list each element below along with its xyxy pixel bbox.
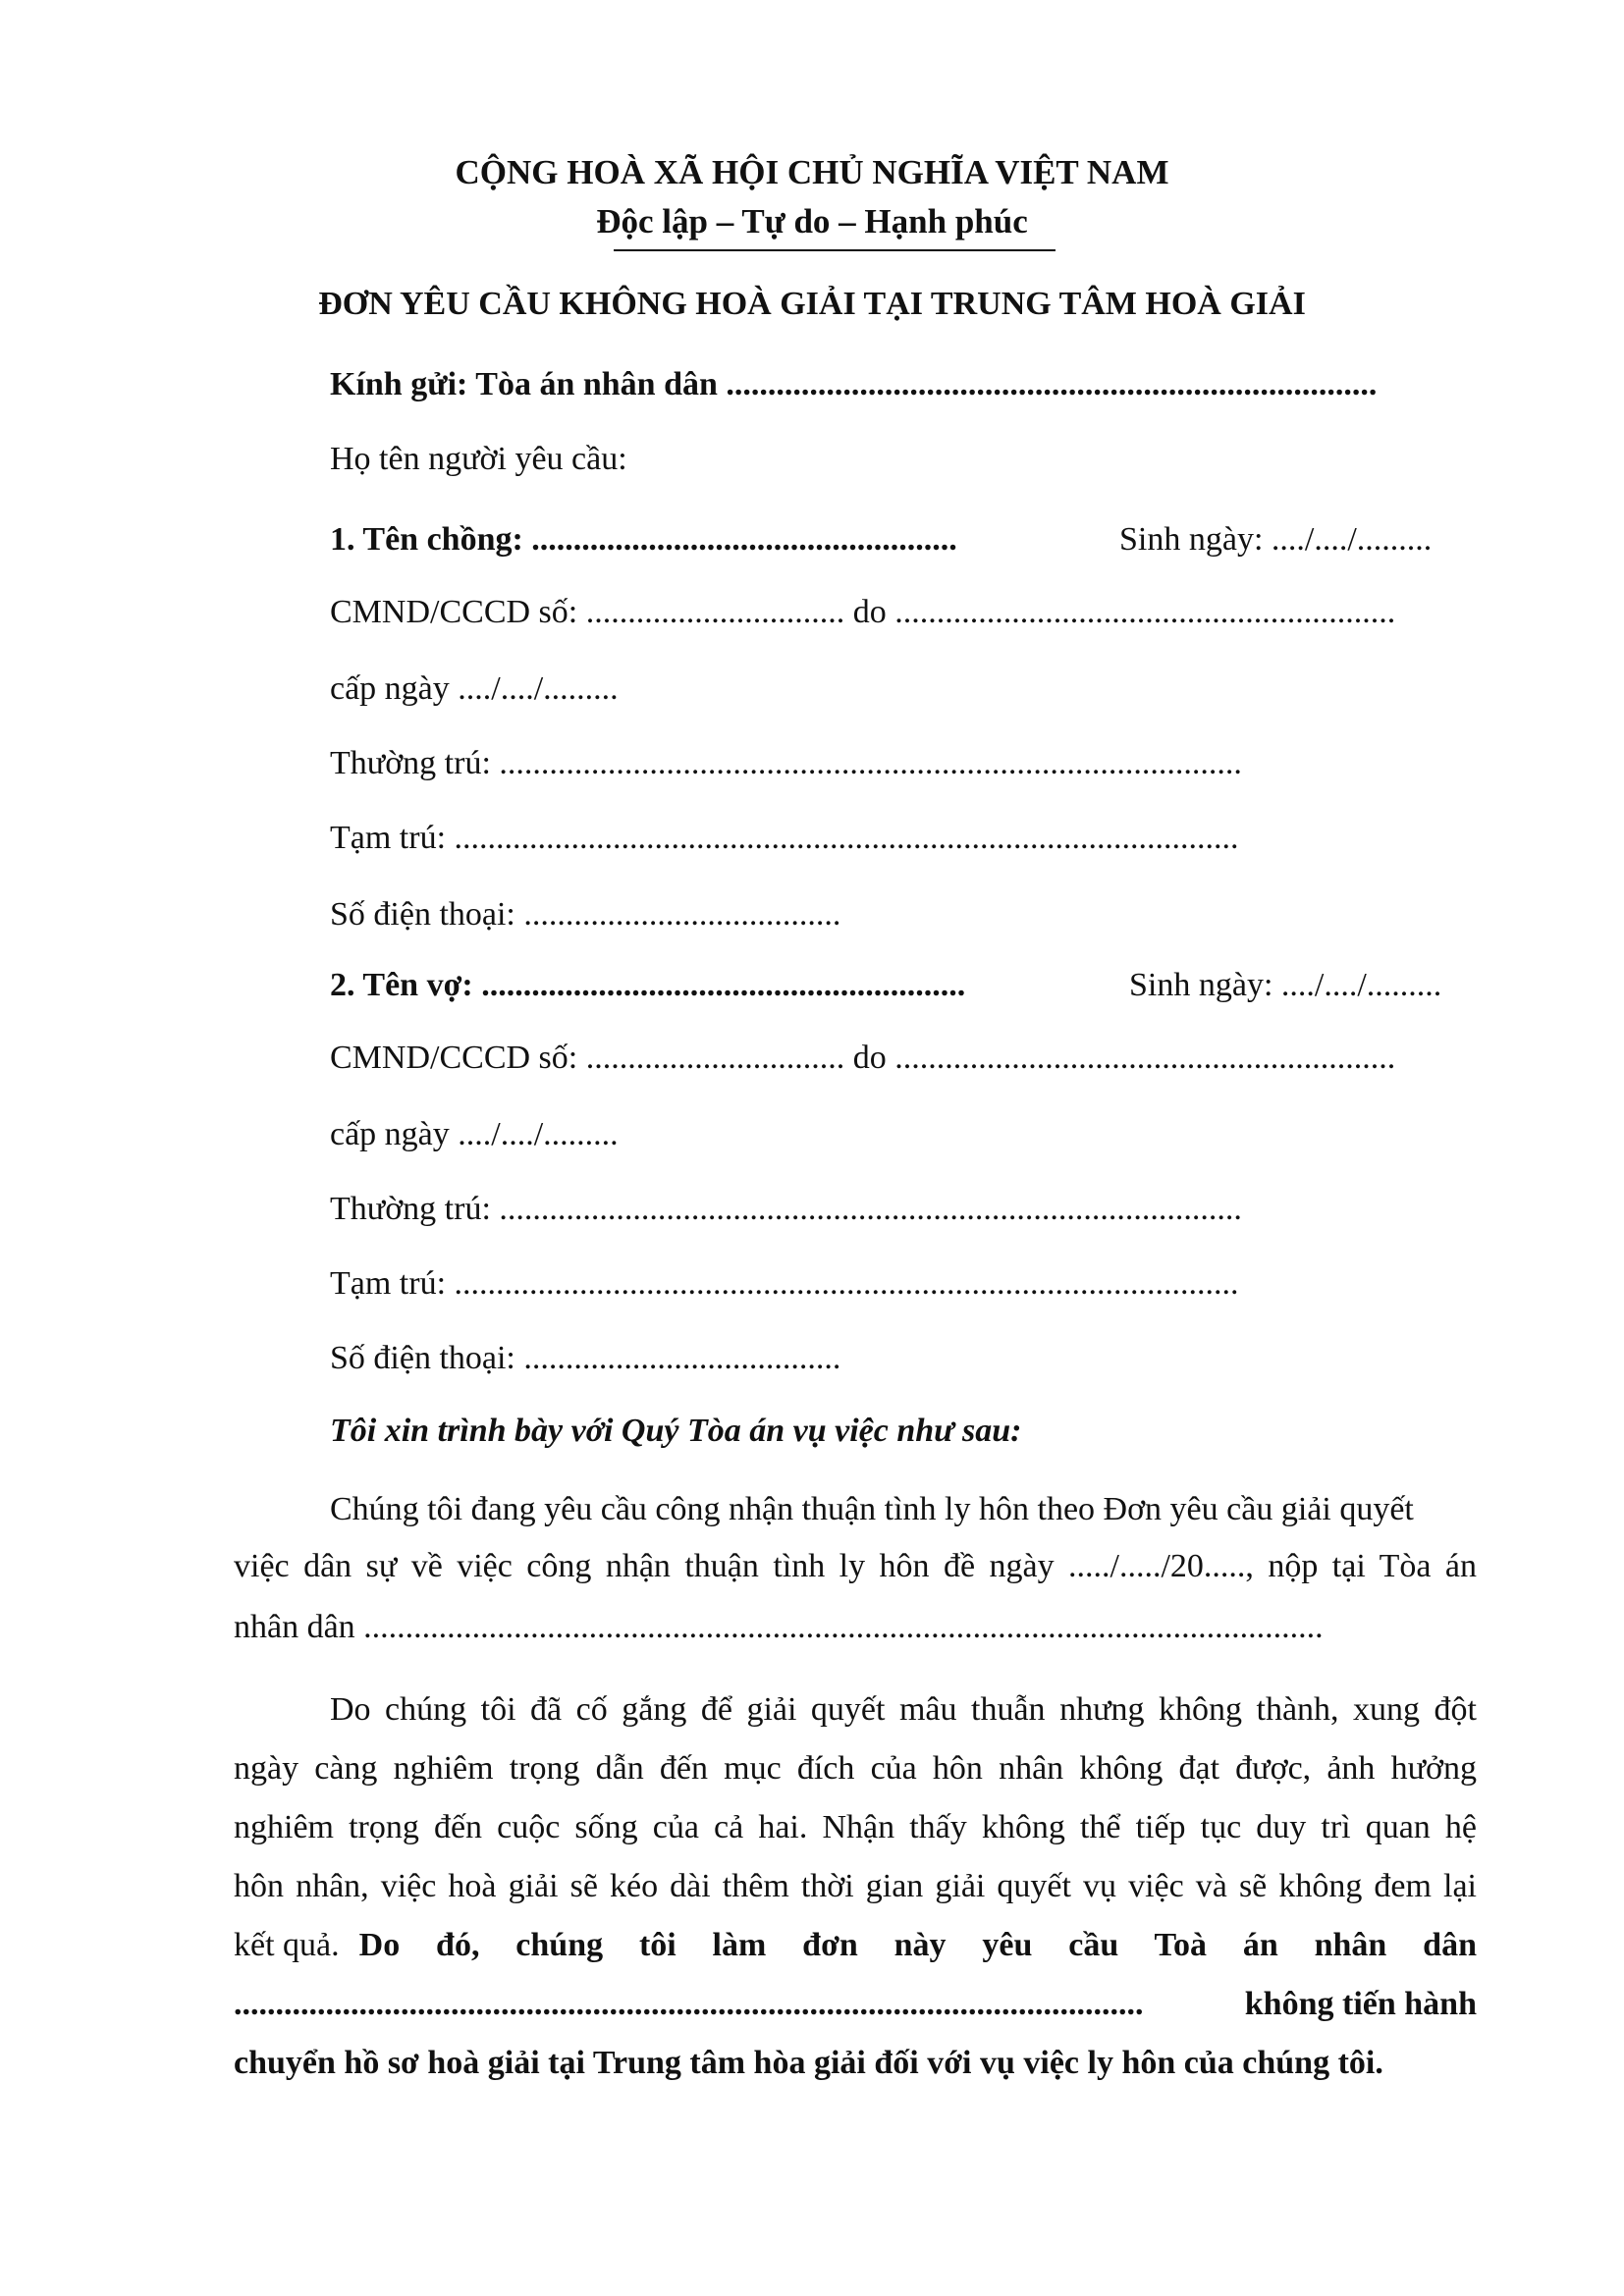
para2-line-5 — [234, 1924, 1477, 1967]
motto-underline — [614, 249, 1056, 251]
para1-line-2: việc dân sự về việc công nhận thuận tình ly hôn đề ngày ...../...../20....., nộp tại Tòa án — [234, 1548, 1477, 1584]
para1-line-1: Chúng tôi đang yêu cầu công nhận thuận tình ly hôn theo Đơn yêu cầu giải quyết — [330, 1491, 1414, 1527]
husband-temporary-address: Tạm trú: .............................................................................................. — [330, 820, 1239, 856]
husband-name-dots: ................................................... — [522, 521, 957, 558]
para2-line-1: Do chúng tôi đã cố gắng để giải quyết mâu thuẫn nhưng không thành, xung đột — [330, 1691, 1477, 1728]
recipient-label: Kính gửi: Tòa án nhân dân — [330, 366, 718, 402]
para2-court-dots: ............................................................................................................. — [234, 1986, 1144, 2022]
para2-line-6 — [234, 1983, 1477, 2026]
para2-line-3: nghiêm trọng đến cuộc sống của cả hai. Nhận thấy không thể tiếp tục duy trì quan hệ — [234, 1809, 1477, 1845]
para2-line-4: hôn nhân, việc hoà giải sẽ kéo dài thêm thời gian giải quyết vụ việc và sẽ không đem lại — [234, 1868, 1477, 1904]
wife-name-line — [330, 964, 965, 1007]
para1-line-3: nhân dân ................................................................................................................... — [234, 1609, 1324, 1645]
husband-name-label: 1. Tên chồng: — [330, 521, 523, 558]
wife-name-dots: .......................................................... — [472, 967, 966, 1003]
wife-issued-date: cấp ngày ..../..../......... — [330, 1116, 619, 1152]
para2-no-action-text: không tiến hành — [1244, 1986, 1477, 2022]
requester-label: Họ tên người yêu cầu: — [330, 441, 627, 477]
recipient-line — [330, 363, 1377, 406]
husband-issued-date: cấp ngày ..../..../......... — [330, 670, 619, 707]
para2-line-2: ngày càng nghiêm trọng dẫn đến mục đích của hôn nhân không đạt được, ảnh hưởng — [234, 1750, 1477, 1787]
para2-request-bold: Do đó, chúng tôi làm đơn này yêu cầu Toà án nhân dân — [358, 1927, 1477, 1963]
wife-phone: Số điện thoại: ...................................... — [330, 1340, 841, 1376]
wife-id-line: CMND/CCCD số: ............................... do ............................................................ — [330, 1040, 1396, 1076]
wife-name-label: 2. Tên vợ: — [330, 967, 473, 1003]
husband-name-line — [330, 518, 957, 561]
wife-temporary-address: Tạm trú: .............................................................................................. — [330, 1265, 1239, 1302]
husband-permanent-address: Thường trú: ......................................................................................... — [330, 745, 1242, 781]
recipient-dots: .............................................................................. — [717, 366, 1378, 402]
wife-dob: Sinh ngày: ..../..../......... — [1129, 967, 1442, 1003]
motto: Độc lập – Tự do – Hạnh phúc — [596, 202, 1028, 240]
wife-permanent-address: Thường trú: ......................................................................................... — [330, 1191, 1242, 1227]
husband-phone: Số điện thoại: ...................................... — [330, 896, 841, 933]
para2-line-7: chuyển hồ sơ hoà giải tại Trung tâm hòa giải đối với vụ việc ly hôn của chúng tôi. — [234, 2045, 1383, 2081]
document-title: ĐƠN YÊU CẦU KHÔNG HOÀ GIẢI TẠI TRUNG TÂM HOÀ GIẢI — [318, 286, 1306, 322]
para2-result-text: kết quả. — [234, 1927, 340, 1963]
husband-id-line: CMND/CCCD số: ............................... do ............................................................ — [330, 594, 1396, 630]
intro-statement: Tôi xin trình bày với Quý Tòa án vụ việc như sau: — [330, 1413, 1022, 1449]
country-heading: CỘNG HOÀ XÃ HỘI CHỦ NGHĨA VIỆT NAM — [455, 153, 1169, 191]
husband-dob: Sinh ngày: ..../..../......... — [1119, 521, 1433, 558]
